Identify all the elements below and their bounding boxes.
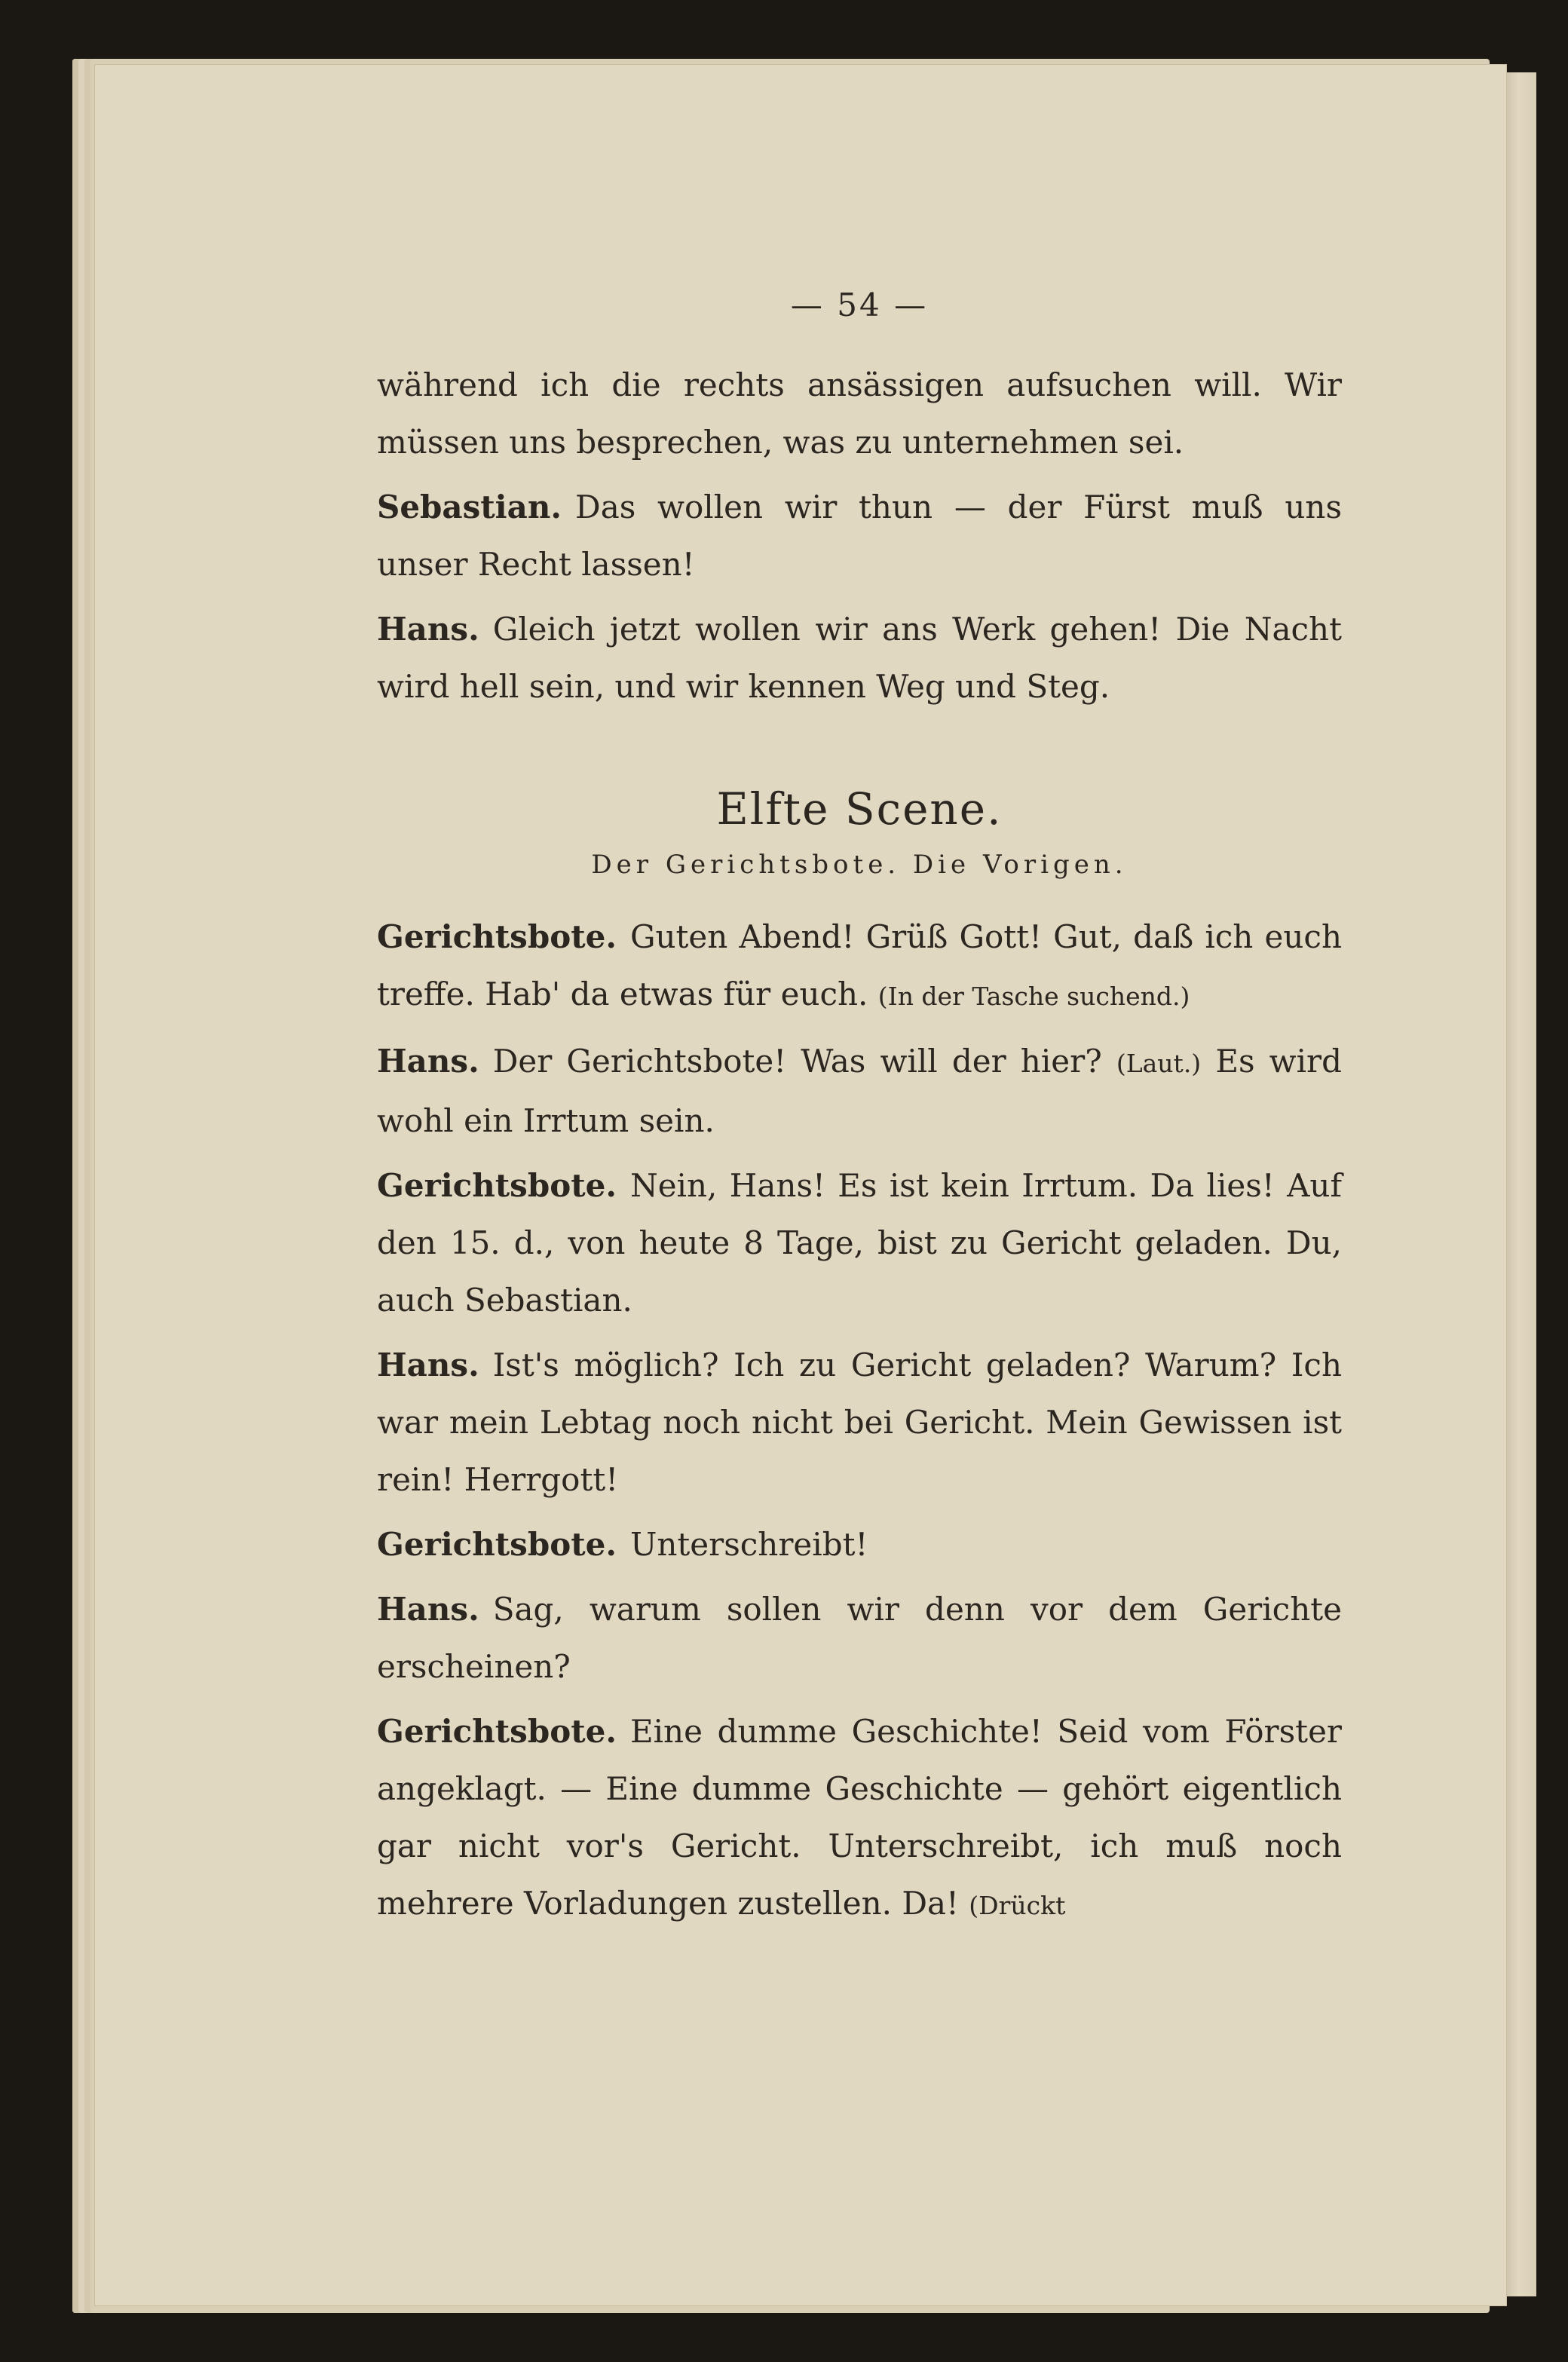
speaker-name: Hans. [377,1591,479,1628]
paragraph [377,479,1342,593]
speaker-name: Gerichtsbote. [377,1526,617,1563]
dialogue-text: Der Gerichtsbote! Was will der hier? [492,1043,1102,1080]
dialogue-line [377,1703,1342,1935]
dialogue-text: Nein, Hans! Es ist kein Irrtum. Da lies! Auf den 15. d., von heute 8 Tage, bist zu Gericht geladen. Du, auch Sebastian. [377,1167,1342,1319]
dialogue-text: Unterschreibt! [629,1526,868,1563]
speaker-name: Gerichtsbote. [377,918,617,955]
dialogue-text: Es wird wohl ein Irrtum sein. [377,1043,1342,1139]
speaker-name: Hans. [377,1346,479,1383]
paragraph-text: Das wollen wir thun — der Fürst muß uns unser Recht lassen! [377,489,1342,583]
stage-direction: (Drückt [969,1891,1066,1920]
dialogue-line [377,908,1342,1025]
speaker-name: Sebastian. [377,489,562,525]
paragraph [377,601,1342,715]
speaker-name: Gerichtsbote. [377,1167,617,1204]
dialogue-text: Sag, warum sollen wir denn vor dem Gerichte erscheinen? [377,1591,1342,1685]
scene-cast: Der Gerichtsbote. Die Vorigen. [591,850,1128,880]
dialogue-line [377,1337,1342,1509]
dialogue-text: Eine dumme Geschichte! Seid vom Förster angeklagt. — Eine dumme Geschichte — gehört eigentlich gar nicht vor's Gericht. Unterschreibt, ich muß noch mehrere Vorladungen zustellen. Da! [377,1713,1342,1922]
stage-direction: (Laut.) [1116,1049,1202,1078]
text-block [377,286,1342,1942]
paragraph-text: Gleich jetzt wollen wir ans Werk gehen! Die Nacht wird hell sein, und wir kennen Weg und Steg. [377,611,1342,705]
dialogue-line [377,1033,1342,1150]
scene-heading: Elfte Scene. [716,783,1003,835]
stage-direction: (In der Tasche suchend.) [877,982,1190,1011]
speaker-name: Hans. [377,1043,479,1080]
dialogue-line [377,1516,1342,1573]
speaker-name: Hans. [377,611,479,648]
paragraph [377,357,1342,471]
paragraph-text: während ich die rechts ansässigen aufsuchen will. Wir müssen uns besprechen, was zu unternehmen sei. [377,366,1342,461]
dialogue-text: Ist's möglich? Ich zu Gericht geladen? Warum? Ich war mein Lebtag noch nicht bei Gericht. Mein Gewissen ist rein! Herrgott! [377,1346,1342,1498]
page-number: — 54 — [790,286,929,323]
dialogue-text: Guten Abend! Grüß Gott! Gut, daß ich euch treffe. Hab' da etwas für euch. [377,918,1342,1013]
dialogue-line [377,1581,1342,1696]
speaker-name: Gerichtsbote. [377,1713,617,1750]
next-page-edge [1506,72,1536,2296]
dialogue-line [377,1157,1342,1329]
